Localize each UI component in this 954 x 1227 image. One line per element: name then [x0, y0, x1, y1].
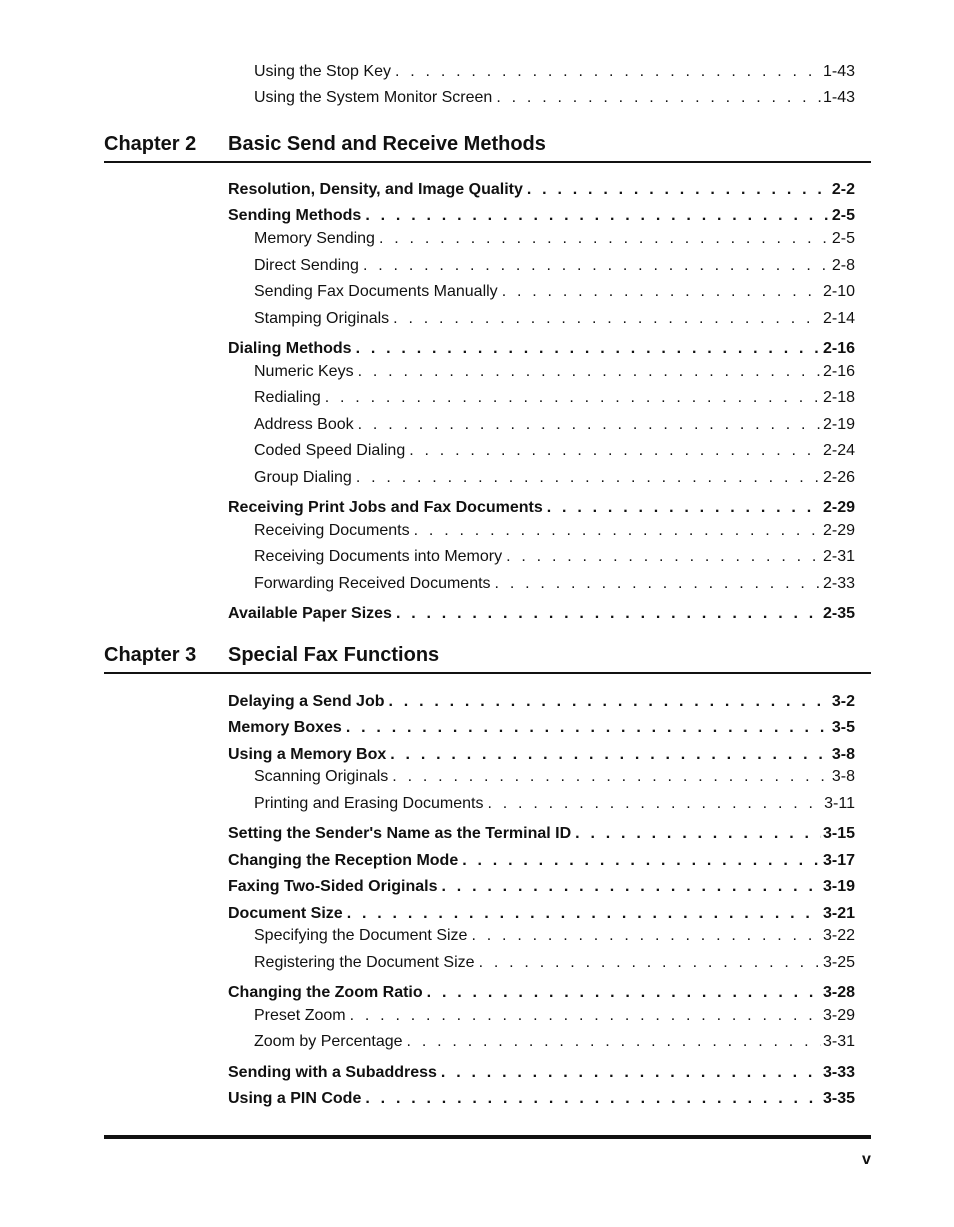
toc-entry[interactable] — [228, 825, 855, 843]
toc-entry[interactable] — [228, 340, 855, 358]
toc-entry-page: 3-19 — [822, 878, 855, 895]
dot-leader — [462, 852, 821, 870]
toc-entry-page: 3-15 — [822, 825, 855, 842]
toc-entry-page: 3-11 — [824, 795, 855, 812]
toc-entry-title: Using a PIN Code — [228, 1090, 362, 1107]
toc-entry[interactable] — [228, 605, 855, 623]
toc-entry[interactable] — [254, 1033, 855, 1051]
toc-entry-page: 2-10 — [822, 283, 855, 300]
dot-leader — [365, 207, 830, 225]
toc-entry-title: Preset Zoom — [254, 1007, 346, 1024]
toc-entry[interactable] — [228, 984, 855, 1002]
toc-entry-page: 2-19 — [822, 416, 855, 433]
dot-leader — [393, 310, 821, 328]
toc-entry-title: Memory Boxes — [228, 719, 342, 736]
toc-entry-title: Forwarding Received Documents — [254, 575, 491, 592]
toc-entry-title: Available Paper Sizes — [228, 605, 392, 622]
chapter-number: Chapter 3 — [104, 644, 197, 666]
toc-entry[interactable] — [228, 499, 855, 517]
toc-entry-page: 3-35 — [822, 1090, 855, 1107]
toc-entry[interactable] — [228, 905, 855, 923]
toc-entry-title: Sending with a Subaddress — [228, 1064, 437, 1081]
dot-leader — [347, 905, 821, 923]
toc-entry-title: Direct Sending — [254, 257, 359, 274]
dot-leader — [395, 63, 821, 81]
dot-leader — [409, 442, 821, 460]
toc-entry-page: 2-16 — [822, 340, 855, 357]
toc-entry[interactable] — [254, 310, 855, 328]
dot-leader — [496, 89, 821, 107]
toc-entry-page: 3-22 — [822, 927, 855, 944]
toc-entry-title: Numeric Keys — [254, 363, 354, 380]
toc-entry-page: 2-26 — [822, 469, 855, 486]
toc-entry-page: 3-29 — [822, 1007, 855, 1024]
toc-entry-title: Using a Memory Box — [228, 746, 387, 763]
footer-rule — [104, 1135, 871, 1139]
toc-entry[interactable] — [228, 693, 855, 711]
toc-entry-page: 2-29 — [822, 499, 855, 516]
toc-entry-page: 3-21 — [822, 905, 855, 922]
toc-entry-page: 3-28 — [822, 984, 855, 1001]
toc-entry-page: 3-33 — [822, 1064, 855, 1081]
dot-leader — [471, 927, 821, 945]
toc-entry[interactable] — [254, 575, 855, 593]
toc-entry[interactable] — [254, 89, 855, 107]
toc-entry[interactable] — [254, 363, 855, 381]
toc-entry-title: Specifying the Document Size — [254, 927, 468, 944]
toc-entry-title: Memory Sending — [254, 230, 375, 247]
toc-entry-page: 3-2 — [831, 693, 855, 710]
toc-entry-page: 2-33 — [822, 575, 855, 592]
toc-entry[interactable] — [254, 389, 855, 407]
dot-leader — [527, 181, 830, 199]
toc-entry-title: Delaying a Send Job — [228, 693, 385, 710]
toc-entry-page: 1-43 — [822, 89, 855, 106]
toc-entry[interactable] — [228, 719, 855, 737]
toc-entry-title: Changing the Reception Mode — [228, 852, 459, 869]
dot-leader — [479, 954, 821, 972]
toc-entry-page: 2-18 — [822, 389, 855, 406]
toc-entry[interactable] — [254, 927, 855, 945]
toc-entry-page: 3-17 — [822, 852, 855, 869]
dot-leader — [502, 283, 821, 301]
dot-leader — [575, 825, 821, 843]
toc-entry-page: 3-8 — [831, 746, 855, 763]
toc-entry-title: Registering the Document Size — [254, 954, 475, 971]
toc-entry-title: Redialing — [254, 389, 321, 406]
toc-entry-title: Using the Stop Key — [254, 63, 391, 80]
toc-entry[interactable] — [254, 768, 855, 786]
toc-entry-title: Setting the Sender's Name as the Terminal ID — [228, 825, 572, 842]
chapter-title: Special Fax Functions — [228, 644, 440, 666]
toc-entry-page: 2-14 — [822, 310, 855, 327]
dot-leader — [390, 746, 830, 764]
toc-entry-page: 2-5 — [831, 207, 855, 224]
dot-leader — [350, 1007, 821, 1025]
toc-entry-page: 3-5 — [831, 719, 855, 736]
dot-leader — [414, 522, 821, 540]
toc-entry-title: Sending Fax Documents Manually — [254, 283, 498, 300]
toc-entry[interactable] — [254, 469, 855, 487]
toc-entry[interactable] — [228, 181, 855, 199]
dot-leader — [441, 1064, 821, 1082]
dot-leader — [325, 389, 821, 407]
toc-entry[interactable] — [228, 852, 855, 870]
dot-leader — [365, 1090, 821, 1108]
dot-leader — [346, 719, 830, 737]
dot-leader — [407, 1033, 821, 1051]
dot-leader — [392, 768, 830, 786]
toc-entry[interactable] — [254, 416, 855, 434]
dot-leader — [495, 575, 821, 593]
toc-entry-title: Printing and Erasing Documents — [254, 795, 484, 812]
toc-entry-title: Resolution, Density, and Image Quality — [228, 181, 523, 198]
toc-entry-title: Using the System Monitor Screen — [254, 89, 493, 106]
toc-entry-page: 2-35 — [822, 605, 855, 622]
page-number: v — [862, 1151, 871, 1168]
dot-leader — [427, 984, 821, 1002]
toc-entry-page: 2-24 — [822, 442, 855, 459]
toc-entry[interactable] — [254, 795, 855, 813]
toc-entry-page: 3-25 — [822, 954, 855, 971]
toc-entry-title: Scanning Originals — [254, 768, 389, 785]
toc-entry[interactable] — [228, 207, 855, 225]
toc-entry-title: Receiving Print Jobs and Fax Documents — [228, 499, 543, 516]
dot-leader — [363, 257, 830, 275]
toc-entry-title: Receiving Documents — [254, 522, 410, 539]
dot-leader — [396, 605, 821, 623]
toc-entry[interactable] — [254, 63, 855, 81]
toc-entry[interactable] — [228, 746, 855, 764]
dot-leader — [379, 230, 830, 248]
toc-entry-page: 2-16 — [822, 363, 855, 380]
toc-entry-title: Group Dialing — [254, 469, 352, 486]
dot-leader — [442, 878, 821, 896]
chapter-heading — [104, 133, 871, 163]
toc-entry[interactable] — [254, 257, 855, 275]
dot-leader — [487, 795, 822, 813]
dot-leader — [547, 499, 821, 517]
chapter-number: Chapter 2 — [104, 133, 197, 155]
toc-entry-title: Zoom by Percentage — [254, 1033, 403, 1050]
toc-entry[interactable] — [254, 954, 855, 972]
toc-entry-title: Address Book — [254, 416, 354, 433]
toc-entry-title: Receiving Documents into Memory — [254, 548, 503, 565]
toc-entry[interactable] — [254, 442, 855, 460]
toc-entry-title: Changing the Zoom Ratio — [228, 984, 423, 1001]
toc-entry-page: 2-5 — [831, 230, 855, 247]
toc-entry[interactable] — [254, 283, 855, 301]
toc-entry[interactable] — [228, 878, 855, 896]
toc-entry-title: Faxing Two-Sided Originals — [228, 878, 438, 895]
dot-leader — [356, 340, 821, 358]
toc-entry[interactable] — [228, 1064, 855, 1082]
chapter-title: Basic Send and Receive Methods — [228, 133, 546, 155]
toc-entry-page: 1-43 — [822, 63, 855, 80]
toc-entry-title: Document Size — [228, 905, 343, 922]
toc-entry[interactable] — [228, 1090, 855, 1108]
toc-entry[interactable] — [254, 548, 855, 566]
toc-entry-title: Coded Speed Dialing — [254, 442, 406, 459]
dot-leader — [388, 693, 829, 711]
toc-entry-page: 3-8 — [831, 768, 855, 785]
toc-entry-page: 2-2 — [831, 181, 855, 198]
dot-leader — [358, 416, 821, 434]
dot-leader — [506, 548, 821, 566]
toc-entry-page: 2-8 — [831, 257, 855, 274]
dot-leader — [356, 469, 821, 487]
toc-entry-title: Dialing Methods — [228, 340, 352, 357]
toc-entry[interactable] — [254, 522, 855, 540]
toc-entry-title: Sending Methods — [228, 207, 362, 224]
chapter-heading — [104, 644, 871, 674]
dot-leader — [358, 363, 821, 381]
toc-entry-page: 3-31 — [822, 1033, 855, 1050]
toc-entry[interactable] — [254, 230, 855, 248]
toc-entry-title: Stamping Originals — [254, 310, 390, 327]
toc-entry-page: 2-31 — [822, 548, 855, 565]
toc-entry[interactable] — [254, 1007, 855, 1025]
toc-entry-page: 2-29 — [822, 522, 855, 539]
